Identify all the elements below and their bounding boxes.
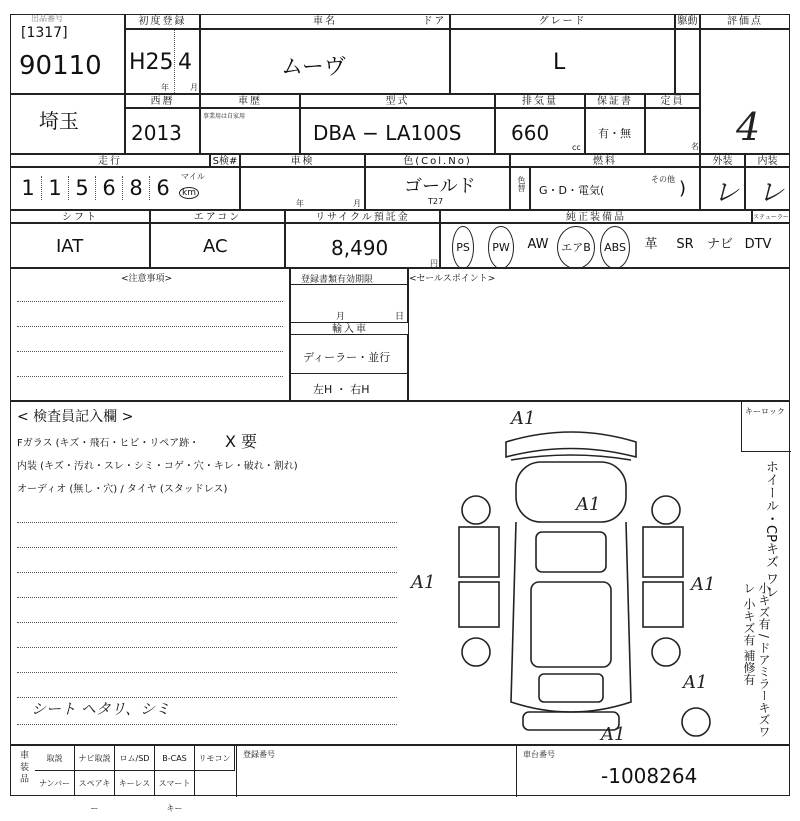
equipment-item [557,226,595,263]
color-code: T27 [428,197,444,206]
equipment-box [440,223,790,268]
equipment-item [703,226,737,263]
equipment-label: ナビ [706,237,733,252]
color-label: 色(Col.No) [365,154,510,167]
inspector-box [10,401,790,745]
equipment-item [739,226,777,263]
footer-item: リモコン [195,746,235,771]
mileage-digit: 5 [68,176,95,200]
lot-number-box [10,14,125,94]
warranty-box [585,108,645,154]
equipment-item [521,226,555,263]
reg-number-label: 登録番号 [243,750,275,759]
shaken-year-unit: 年 [296,199,304,208]
mileage-box [10,167,240,210]
year: 2013 [131,121,182,145]
first-reg-month: 4 [178,50,192,75]
equipment-row [441,226,791,266]
interior-value: レ [758,178,785,208]
equipment-label: エアB [557,226,595,269]
recycle-label: リサイクル預託金 [285,210,440,223]
x-mark: X 要 [225,432,258,451]
exterior-box [700,167,745,210]
shift-box [10,223,150,268]
footer-item: ナビ取説 [75,746,115,771]
import-label: 輸入車 [291,322,409,335]
import-type: ディーラー・並行 [303,351,391,364]
equipment-label: AW [527,237,549,252]
grade-label: グレード [450,14,675,29]
model-label: 型式 [300,94,495,108]
equipment-label: PS [452,226,474,269]
exterior-label: 外装 [700,154,745,167]
equipment-item [445,226,481,263]
fuel-box [530,167,700,210]
footer-item: ロム/SD [115,746,155,771]
displacement-box [495,108,585,154]
fuel-other: その他 [651,175,675,184]
shift-label: シフト [10,210,150,223]
footer-item: 取説 [35,746,75,771]
mileage-digit: 6 [149,176,176,200]
color-box [365,167,510,210]
mileage-digit: 1 [41,176,68,200]
sales-box [408,268,790,401]
equipment-label: ABS [600,226,630,269]
damage-mark-left: A1 [411,572,436,593]
fuel-label: 燃料 [510,154,700,167]
fuel-close: ) [679,178,687,199]
drive-label: 駆動 [675,14,700,29]
mileage-unit-top: マイル [181,172,205,181]
first-reg-label: 初度登録 [125,14,200,29]
score-label: 評価点 [700,14,790,29]
first-reg-era: H25 [129,50,174,75]
docs-box [290,268,408,401]
capacity-unit: 名 [691,142,699,151]
footer-item: スマートキー [155,771,195,796]
month-unit: 月 [190,83,198,92]
first-reg-box [125,29,200,94]
year-label: 西暦 [125,94,200,108]
equipment-item [669,226,701,263]
mileage-digit: 1 [21,176,35,200]
inspection-note: 事業用は自家用 [203,113,246,120]
displacement-label: 排気量 [495,94,585,108]
damage-mark-right: A1 [691,574,716,595]
drive-box [675,29,700,94]
shaken-box [240,167,365,210]
odo-label: S検# [210,154,240,167]
docs-month: 月 [336,312,346,322]
car-name-label: 車名 [200,14,450,29]
car-name-box [200,29,450,94]
damage-mark-hood: A1 [576,494,601,515]
score-box [700,29,790,154]
lot-prefix: [1317] [21,25,68,41]
mileage-label: 走行 [10,154,210,167]
recycle-box [285,223,440,268]
footer-box [10,745,790,813]
doors-label: ドア [420,14,450,29]
equipment-item [483,226,519,263]
side-note-1: ホイール・CPキズ ワレ [763,460,778,599]
damage-mark-rear: A1 [601,724,626,745]
footer-item: B-CAS [155,746,195,771]
key-lock-label: キーロック [745,407,785,416]
footer-item: ナンバー [35,771,75,796]
side-note-2: 小キズ有 / ドアミラーキズワレ 小キズ有 補修有 [742,582,771,738]
caution-label: <注意事項> [121,274,173,284]
damage-mark-rear-right: A1 [683,672,708,693]
inspection-label: 車歴 [200,94,300,108]
color-change-box [510,167,530,210]
equipment-label: PW [488,226,514,269]
mileage-digit: 6 [95,176,122,200]
chassis-label: 車台番号 [523,750,555,759]
model-box [300,108,495,154]
fuel-options: G・D・電気( [539,184,605,197]
equipment-label: DTV [744,237,772,252]
capacity-label: 定員 [645,94,700,108]
equipment-label: SR [676,237,694,252]
capacity-box [645,108,700,154]
grade-box [450,29,675,94]
color-change-label: 色替 [517,176,526,192]
inspection-box [200,108,300,154]
score-value: 4 [736,105,761,149]
year-box [125,108,200,154]
mileage-digits [15,176,176,200]
mileage-unit-km: km [179,185,199,199]
year-unit: 年 [161,83,169,92]
shift: IAT [56,236,84,257]
mileage-digit: 8 [122,176,149,200]
equip-label: 車 装 品 [18,750,28,783]
handle-side: 左H ・ 右H [313,383,370,396]
aircon: AC [203,236,228,257]
warranty-label: 保証書 [585,94,645,108]
inspector-line-2: 内装 (キズ・汚れ・スレ・シミ・コゲ・穴・キレ・破れ・割れ) [17,461,298,472]
color: ゴールド [404,176,476,197]
yen-unit: 円 [430,259,438,268]
aircon-label: エアコン [150,210,285,223]
auction-sheet [10,14,790,813]
displacement: 660 [511,121,550,145]
damage-mark-front: A1 [511,408,536,429]
car-diagram [431,422,711,742]
grade: L [553,50,566,75]
aircon-box [150,223,285,268]
docs-label: 登録書類有効期限 [301,275,374,285]
inspector-line-1: Fガラス (キズ・飛石・ヒビ・リペア跡・ [17,438,200,449]
equipment-label: 純正装備品 [440,210,752,223]
interior-box [745,167,790,210]
interior-label: 内装 [745,154,790,167]
inspector-line-3: オーディオ (無し・穴) / タイヤ (スタッドレス) [17,484,228,495]
model: DBA − LA100S [313,121,462,145]
caution-box [10,268,290,401]
exterior-value: レ [713,178,740,208]
shaken-label: 車検 [240,154,365,167]
equipment-item [635,226,667,263]
cc-unit: cc [572,143,581,152]
warranty-value: 有・無 [598,127,631,140]
region-box [10,94,125,154]
shaken-month-unit: 月 [353,199,361,208]
footer-item: キーレス [115,771,155,796]
chassis-number: -1008264 [601,764,698,788]
equipment-label: 革 [644,237,658,252]
footer-item: スペアキー [75,771,115,796]
steering-label: ステューラー [752,210,790,223]
recycle: 8,490 [331,236,389,260]
lot-number: 90110 [19,51,102,81]
handwritten-note: シート ヘタリ、シミ [31,700,171,718]
sales-label: <セールスポイント> [409,274,496,284]
inspector-title: < 検査員記入欄 > [17,409,134,425]
car-name: ムーヴ [281,55,346,80]
lot-code-label: 出品番号 [31,14,63,23]
docs-day: 日 [395,312,405,322]
equipment-item [597,226,633,263]
region: 埼玉 [39,109,79,133]
